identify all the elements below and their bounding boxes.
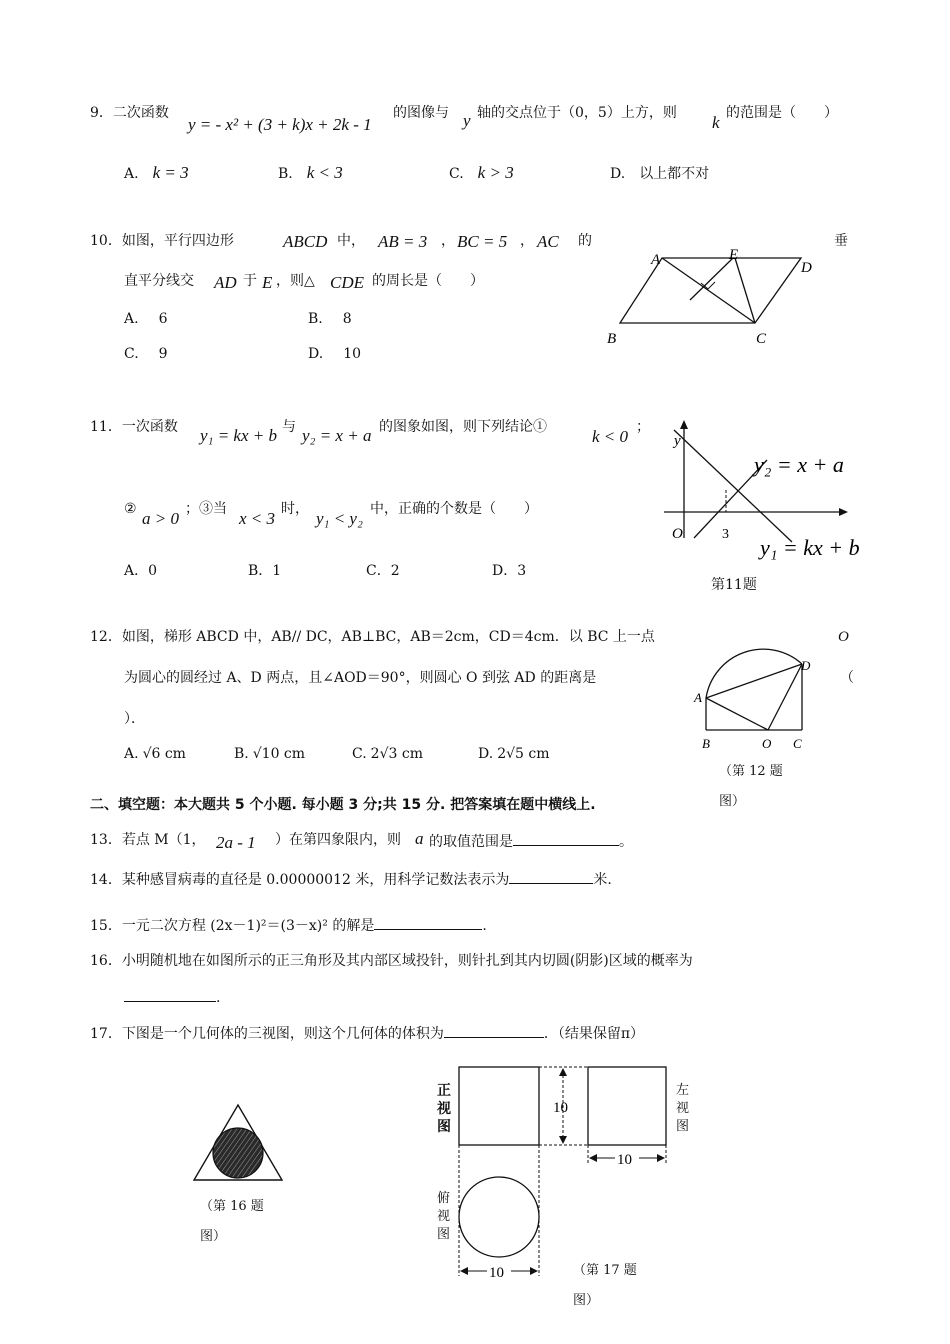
q10-cde: CDE <box>330 273 364 292</box>
q13-post: 的取值范围是 。 <box>429 831 633 851</box>
q13-var: a <box>415 829 424 848</box>
q9-option-c[interactable]: C. k > 3 <box>449 163 514 182</box>
q11-c2-pre: ② <box>124 501 137 517</box>
q12-paren: （ <box>840 670 854 686</box>
q17-front-label: 正 视 图 <box>437 1083 451 1135</box>
q9-option-b[interactable]: B. k < 3 <box>278 163 343 182</box>
q12-trapezoid-figure <box>692 650 842 760</box>
q13-answer-blank[interactable] <box>513 831 619 846</box>
q12-label-a: A <box>694 690 702 705</box>
q11-y1: y₁ = kx + b <box>200 426 277 445</box>
q11-c2: a > 0 <box>142 509 179 528</box>
q12-line2: 为圆心的圆经过 A、D 两点，且∠AOD＝90°，则圆心 O 到弦 AD 的距离是 <box>124 670 597 686</box>
q15-stem: 15．一元二次方程 (2x－1)²＝(3－x)² 的解是 . <box>90 915 487 935</box>
q10-ac: AC <box>537 232 559 251</box>
q17-dim-top: 10 <box>489 1265 504 1281</box>
q17-answer-blank[interactable] <box>444 1023 544 1038</box>
q11-label-line1: y₁ = kx + b <box>760 535 860 560</box>
q12-label-b: B <box>702 736 710 751</box>
q11-c3-pre: ；③当 <box>185 501 227 517</box>
q9-stem-mid2: 轴的交点位于（0，5）上方，则 <box>477 105 677 121</box>
q11-caption: 第11题 <box>711 577 757 593</box>
q11-c1: k < 0 <box>592 427 629 446</box>
q10-e: E <box>262 273 273 292</box>
q11-label-3: 3 <box>722 527 729 542</box>
q12-option-a[interactable]: A. √6 cm <box>124 746 186 762</box>
q15-answer-blank[interactable] <box>374 915 482 930</box>
q12-line3: ）． <box>124 711 145 727</box>
q12-o: O <box>838 629 849 645</box>
q11-label-line2: y₂ = x + a <box>754 452 844 477</box>
q11-option-b[interactable]: B．1 <box>248 563 282 579</box>
q12-caption-2: 图） <box>719 794 746 809</box>
q11-label-y: y <box>674 433 681 449</box>
q16-blank-line: . <box>124 987 220 1007</box>
q10-label-c: C <box>756 331 767 347</box>
q11-option-a[interactable]: A．0 <box>124 563 158 579</box>
q12-label-c: C <box>793 736 802 751</box>
q12-caption-1: （第 12 题 <box>719 764 783 779</box>
q10-yu: 于 <box>243 273 257 289</box>
q12-line1: 12．如图，梯形 ABCD 中，AB// DC，AB⊥BC，AB＝2cm，CD＝4cm．以 BC 上一点 <box>90 629 655 645</box>
q9-axis: y <box>463 111 471 130</box>
q10-ze: ，则△ <box>276 273 315 289</box>
q10-ab: AB = 3 <box>378 232 428 251</box>
q10-label-d: D <box>801 260 812 276</box>
q16-caption-2: 图） <box>200 1229 227 1244</box>
q12-option-d[interactable]: D. 2√5 cm <box>478 746 550 762</box>
q14-stem: 14．某种感冒病毒的直径是 0.00000012 米，用科学记数法表示为 米. <box>90 869 612 889</box>
q12-label-d: D <box>801 658 811 673</box>
q10-ad: AD <box>214 273 237 292</box>
q16-stem: 16．小明随机地在如图所示的正三角形及其内部区域投针，则针扎到其内切圆(阴影)区域的概率为 <box>90 953 693 969</box>
q10-line1: 10．如图，平行四边形 <box>90 233 234 249</box>
q14-answer-blank[interactable] <box>509 869 593 884</box>
q10-perp: 垂 <box>834 233 848 249</box>
q12-option-b[interactable]: B. √10 cm <box>234 746 306 762</box>
q9-option-a[interactable]: A. k = 3 <box>124 163 189 182</box>
q9-stem-end: 的范围是（ ） <box>726 105 838 121</box>
q11-c3: x < 3 <box>239 509 276 528</box>
q9-expression: y = - x² + (3 + k)x + 2k - 1 <box>188 115 372 134</box>
q17-dim-front: 10 <box>553 1100 568 1116</box>
q9-option-d[interactable]: D. 以上都不对 <box>610 166 710 182</box>
q10-option-a[interactable]: A. 6 <box>124 311 168 327</box>
q10-zhong: 中， <box>337 233 365 249</box>
q10-de: 的 <box>578 233 592 249</box>
q11-graph-figure <box>662 420 862 560</box>
q11-c3-mid: 时， <box>281 501 309 517</box>
q13-pre: 13．若点 M（1， <box>90 832 206 848</box>
q9-stem-mid: 的图像与 <box>393 105 449 121</box>
q12-option-c[interactable]: C. 2√3 cm <box>352 746 423 762</box>
q10-option-b[interactable]: B. 8 <box>308 311 352 327</box>
q10-option-c[interactable]: C. 9 <box>124 346 168 362</box>
q17-dim-left: 10 <box>617 1152 632 1168</box>
q17-top-label: 俯 视 图 <box>437 1191 451 1242</box>
q11-y2: y₂ = x + a <box>302 426 372 445</box>
q10-label-a: A <box>651 252 661 268</box>
q10-parallelogram-figure <box>605 248 845 348</box>
q16-triangle-figure <box>192 1102 292 1192</box>
q17-caption-2: 图） <box>573 1293 600 1308</box>
q12-label-o: O <box>762 736 772 751</box>
q11-label-o: O <box>672 526 683 542</box>
q17-stem: 17．下图是一个几何体的三视图，则这个几何体的体积为 ．（结果保留π） <box>90 1023 644 1043</box>
q10-bc: BC = 5 <box>457 232 508 251</box>
q11-line1: 11．一次函数 <box>90 419 178 435</box>
q17-caption-1: （第 17 题 <box>573 1263 637 1278</box>
q10-label-b: B <box>607 331 617 347</box>
q10-end: 的周长是（ ） <box>372 273 484 289</box>
q10-option-d[interactable]: D. 10 <box>308 346 362 362</box>
q11-semi: ； <box>636 419 650 435</box>
q10-label-e: E <box>729 247 739 263</box>
q16-answer-blank[interactable] <box>124 987 216 1002</box>
q17-three-view-figure <box>455 1062 685 1282</box>
q13-expr: 2a - 1 <box>216 833 256 852</box>
q11-with: 与 <box>282 419 296 435</box>
q11-option-c[interactable]: C．2 <box>366 563 400 579</box>
q11-mid: 的图象如图，则下列结论① <box>379 419 547 435</box>
q9-var: k <box>712 113 720 132</box>
section2-heading: 二、填空题：本大题共 5 个小题. 每小题 3 分;共 15 分. 把答案填在题中横线上. <box>90 797 596 813</box>
q9-stem: 9．二次函数 <box>90 105 169 121</box>
q10-line2: 直平分线交 <box>124 273 194 289</box>
q16-caption-1: （第 16 题 <box>200 1199 264 1214</box>
q13-mid: ）在第四象限内，则 <box>275 832 401 848</box>
q17-left-label: 左 视 图 <box>676 1083 690 1134</box>
q11-c3-post: 中，正确的个数是（ ） <box>370 501 538 517</box>
q11-c3-expr: y₁ < y₂ <box>316 509 363 528</box>
q11-option-d[interactable]: D．3 <box>492 563 527 579</box>
q10-abcd: ABCD <box>283 232 328 251</box>
